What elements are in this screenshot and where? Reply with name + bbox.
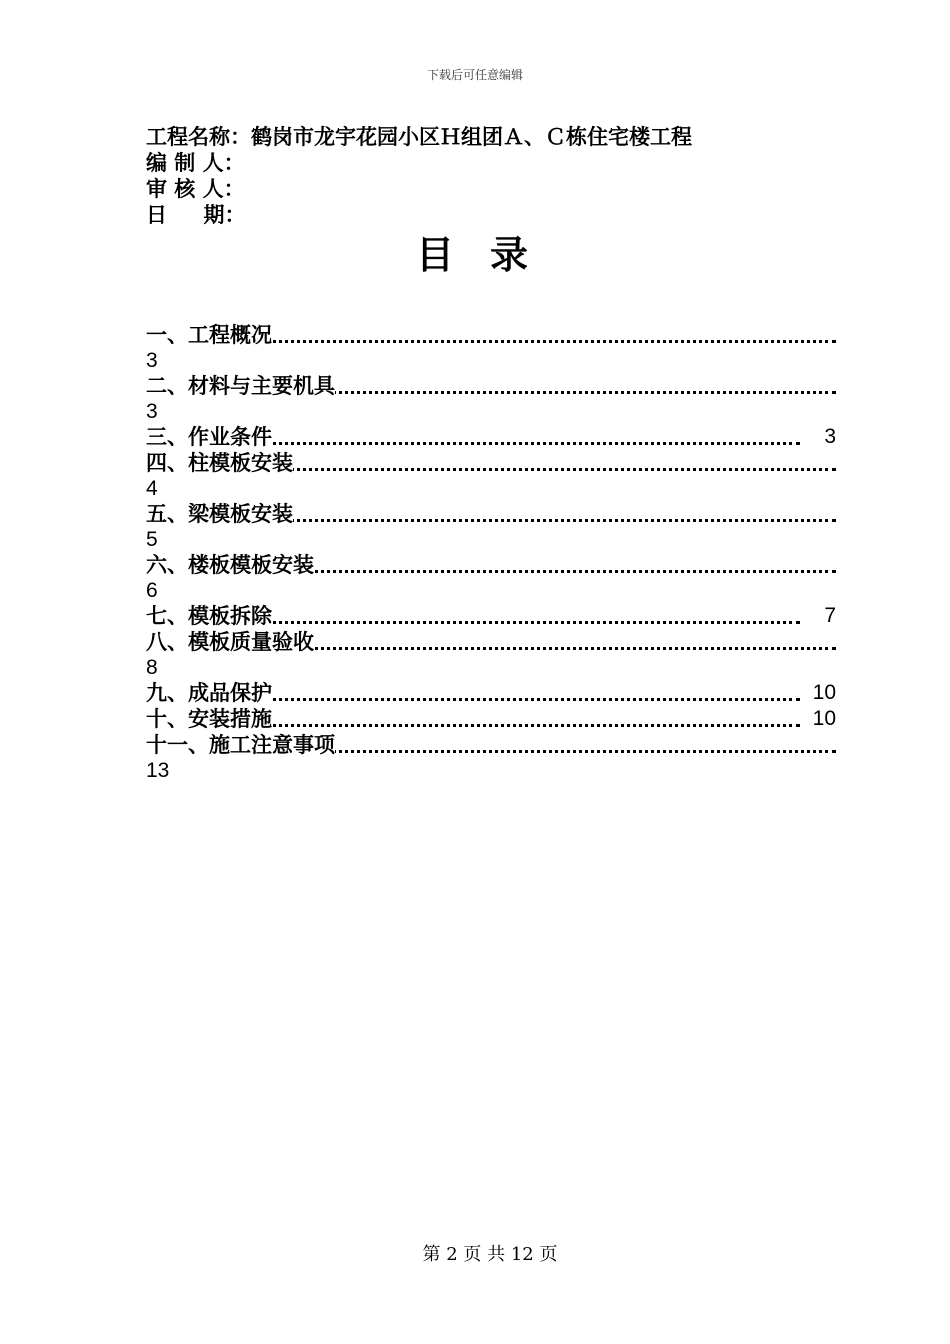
toc-entry-label: 八、模板质量验收: [146, 629, 314, 654]
table-of-contents: [146, 322, 836, 783]
toc-entry[interactable]: [146, 424, 836, 450]
toc-entry-label: 十、安装措施: [146, 706, 272, 731]
toc-entry-page: 10: [809, 706, 836, 731]
reviewer-field: 审 核 人：: [146, 176, 245, 201]
toc-entry-page: 4: [146, 477, 158, 500]
toc-entry-page: 3: [146, 400, 158, 423]
project-name: 工程名称：鹤岗市龙宇花园小区Ｈ组团Ａ、Ｃ栋住宅楼工程: [146, 124, 692, 149]
toc-entry-label: 五、梁模板安装: [146, 501, 293, 526]
toc-entry[interactable]: [146, 450, 836, 476]
project-meta: [146, 124, 692, 228]
toc-entry-label: 九、成品保护: [146, 680, 272, 705]
toc-entry-label: 十一、施工注意事项: [146, 732, 335, 757]
toc-entry-page: 3: [146, 349, 158, 372]
toc-entry[interactable]: [146, 501, 836, 527]
toc-entry-page: 6: [146, 579, 158, 602]
toc-entry[interactable]: [146, 732, 836, 758]
toc-entry-label: 一、工程概况: [146, 322, 272, 347]
toc-entry[interactable]: [146, 706, 836, 732]
toc-entry[interactable]: [146, 552, 836, 578]
date-field: 日 期：: [146, 202, 246, 227]
toc-entry[interactable]: [146, 322, 836, 348]
toc-entry[interactable]: [146, 629, 836, 655]
toc-entry-page: 10: [809, 680, 836, 705]
toc-entry-label: 六、楼板模板安装: [146, 552, 314, 577]
toc-entry[interactable]: [146, 373, 836, 399]
toc-entry-label: 三、作业条件: [146, 424, 272, 449]
editor-field: 编 制 人：: [146, 150, 245, 175]
toc-entry-page: 7: [820, 603, 836, 628]
toc-entry[interactable]: [146, 603, 836, 629]
toc-entry-page: 3: [820, 424, 836, 449]
toc-entry-page: 8: [146, 656, 158, 679]
header-note: 下载后可任意编辑: [426, 68, 523, 82]
toc-entry-page: 5: [146, 528, 158, 551]
toc-entry[interactable]: [146, 680, 836, 706]
toc-entry-label: 七、模板拆除: [146, 603, 272, 628]
page-footer: 第 2 页 共 12 页: [422, 1244, 558, 1265]
toc-entry-label: 四、柱模板安装: [146, 450, 293, 475]
toc-entry-label: 二、材料与主要机具: [146, 373, 335, 398]
toc-entry-page: 13: [146, 759, 170, 782]
toc-title: 目录: [415, 232, 564, 277]
